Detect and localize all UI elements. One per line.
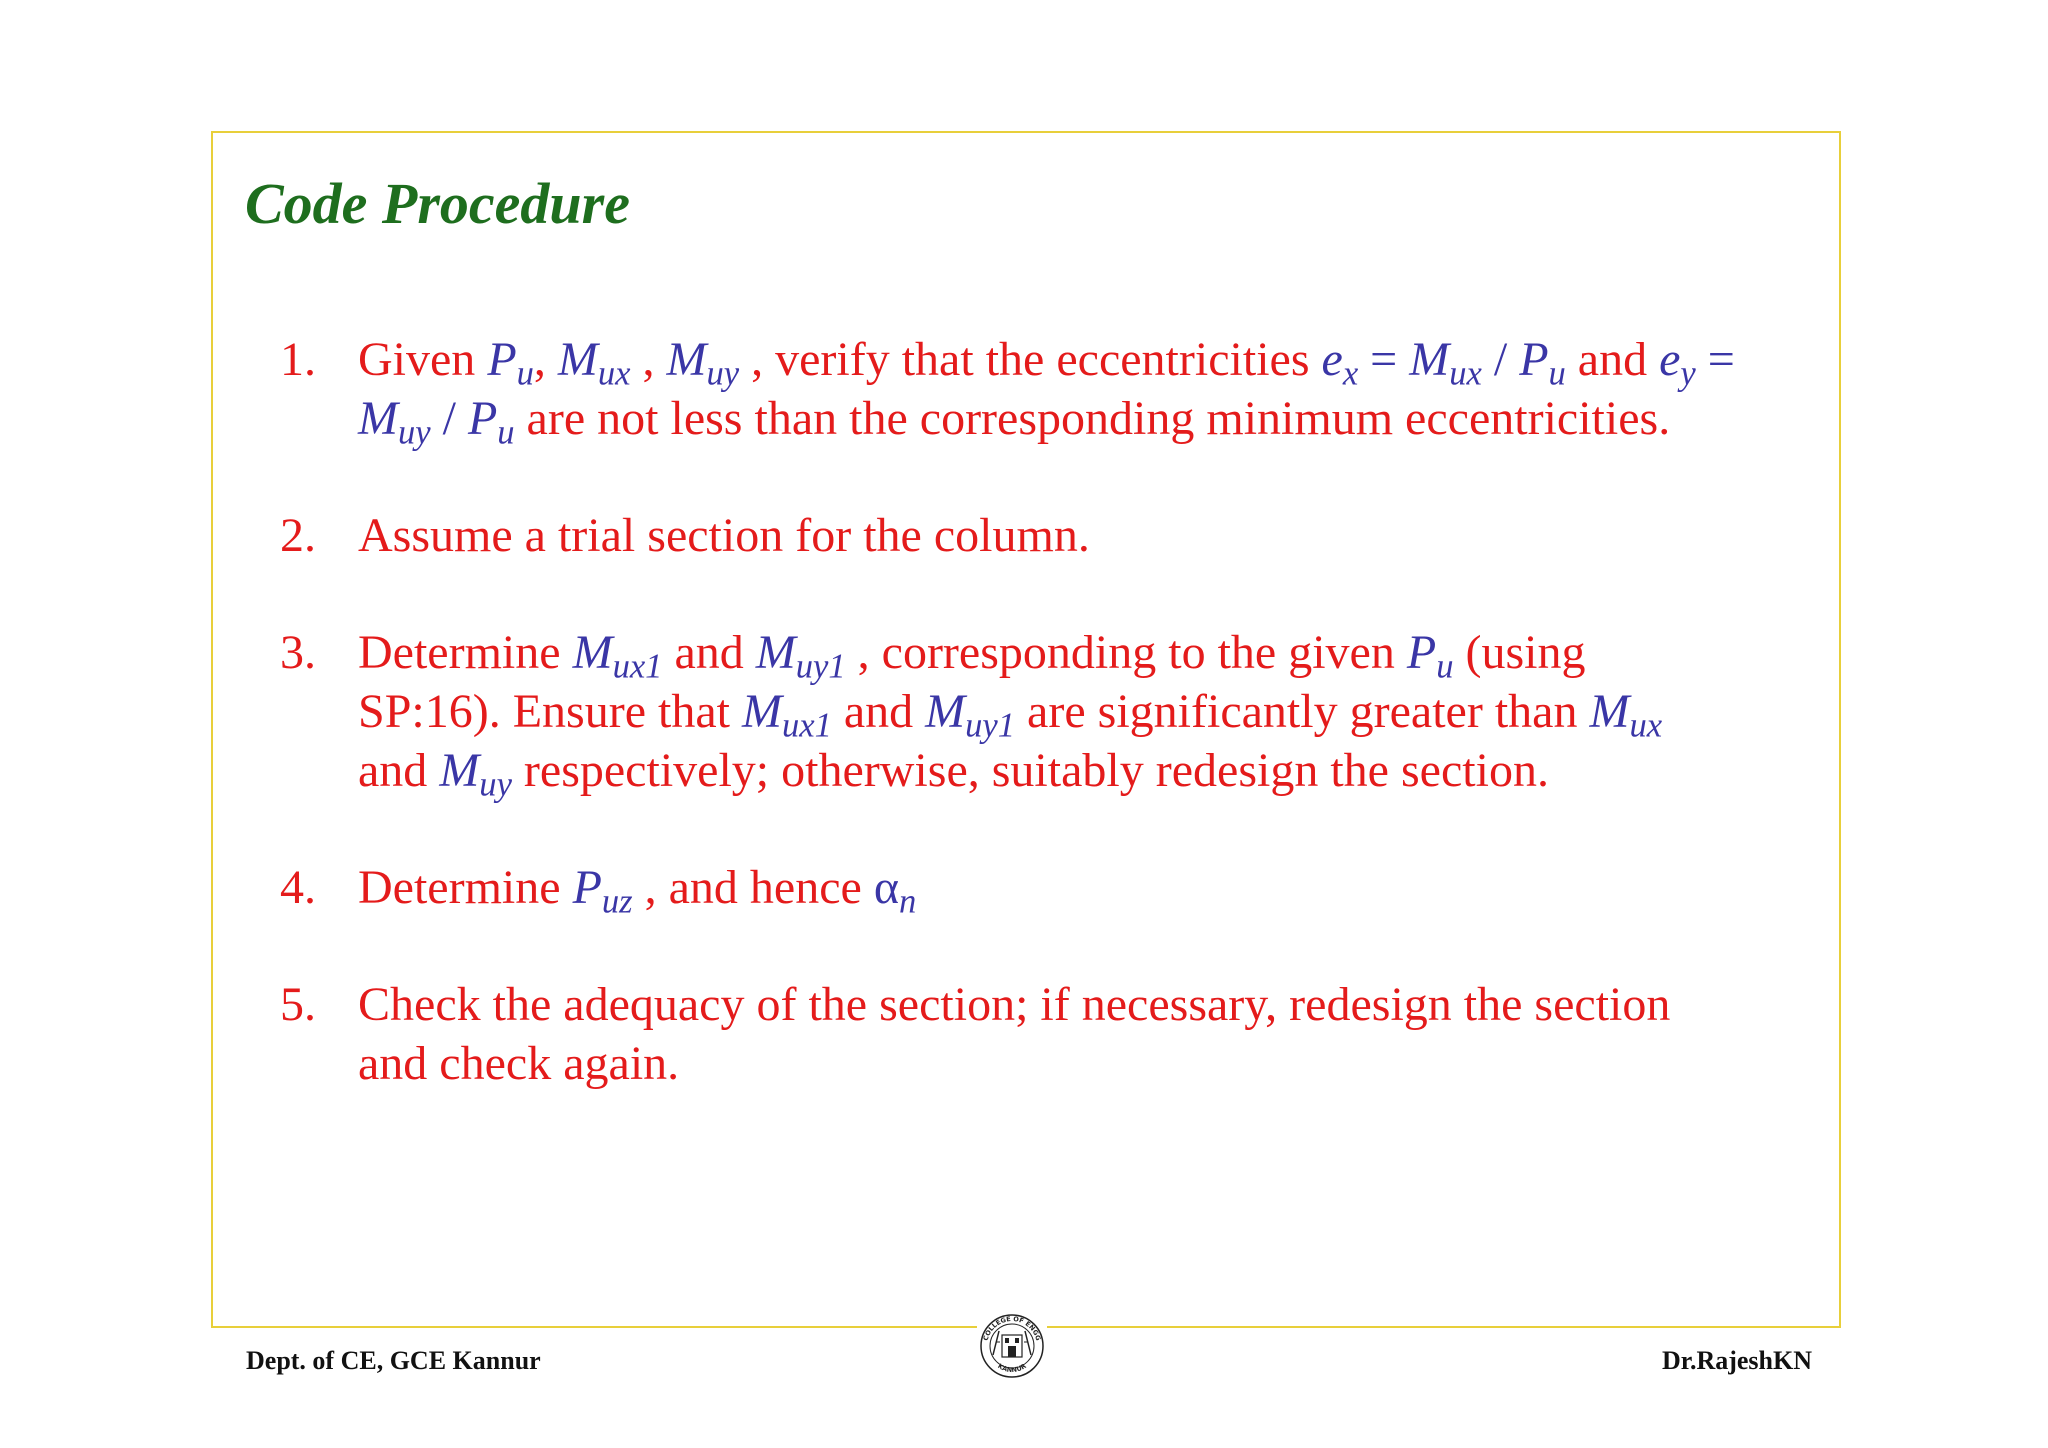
math-symbol: M bbox=[741, 685, 782, 738]
logo-bottom-text: KANNUR bbox=[996, 1361, 1028, 1375]
step-text-run: and bbox=[831, 685, 926, 738]
step-text-run: and bbox=[1565, 333, 1660, 386]
math-variable bbox=[1589, 685, 1663, 745]
math-symbol: M bbox=[557, 333, 598, 386]
math-subscript: uy bbox=[397, 413, 431, 452]
math-subscript: ux bbox=[1449, 354, 1482, 393]
math-variable bbox=[1409, 333, 1482, 393]
step-text bbox=[358, 978, 1670, 1090]
math-symbol: M bbox=[358, 392, 398, 445]
math-subscript: u bbox=[497, 413, 515, 452]
math-symbol: M bbox=[439, 744, 480, 797]
step-text-run: , corresponding to the given bbox=[845, 626, 1407, 679]
step-number: 1. bbox=[280, 333, 316, 386]
step-text-run: , bbox=[630, 333, 667, 386]
math-subscript: uy1 bbox=[795, 647, 846, 686]
step-text-run: , bbox=[533, 333, 558, 386]
math-subscript: ux bbox=[1629, 706, 1663, 745]
math-symbol: P bbox=[1406, 626, 1437, 679]
procedure-step bbox=[280, 858, 1740, 921]
math-symbol: M bbox=[1589, 685, 1630, 738]
math-variable bbox=[487, 333, 534, 393]
math-operator: / bbox=[430, 392, 468, 445]
college-emblem-icon bbox=[977, 1311, 1047, 1381]
math-operator: = bbox=[1695, 333, 1735, 386]
math-subscript: uz bbox=[601, 882, 633, 921]
step-text bbox=[358, 626, 1663, 804]
math-variable bbox=[572, 861, 633, 921]
step-text-run: and bbox=[662, 626, 756, 679]
step-text-run: (using SP:16). Ensure that bbox=[358, 626, 1586, 738]
step-text-run: are significantly greater than bbox=[1015, 685, 1590, 738]
math-symbol: M bbox=[1409, 333, 1450, 386]
math-symbol: P bbox=[572, 861, 602, 914]
svg-text:KANNUR bbox=[996, 1362, 1027, 1374]
math-variable bbox=[439, 744, 512, 804]
math-symbol: α bbox=[873, 861, 899, 914]
step-text-run: Given bbox=[358, 333, 488, 386]
math-operator: / bbox=[1481, 333, 1520, 386]
footer-department: Dept. of CE, GCE Kannur bbox=[246, 1346, 541, 1375]
math-symbol: P bbox=[487, 333, 517, 386]
math-subscript: ux1 bbox=[612, 647, 663, 686]
procedure-list bbox=[280, 330, 1740, 1093]
math-subscript: u bbox=[1436, 647, 1454, 686]
procedure-step bbox=[280, 506, 1740, 565]
math-variable bbox=[1659, 333, 1696, 393]
step-number: 2. bbox=[280, 509, 316, 562]
footer-author: Dr.RajeshKN bbox=[1662, 1346, 1812, 1375]
step-text-run: Assume a trial section for the column. bbox=[358, 509, 1090, 562]
step-text bbox=[358, 509, 1090, 562]
slide-title: Code Procedure bbox=[245, 171, 630, 236]
math-symbol: P bbox=[467, 392, 498, 445]
step-text-run: are not less than the corresponding minimum eccentricities. bbox=[514, 392, 1671, 445]
math-subscript: uy bbox=[706, 354, 740, 393]
math-symbol: e bbox=[1321, 333, 1343, 386]
step-number: 5. bbox=[280, 978, 316, 1031]
math-symbol: e bbox=[1659, 333, 1681, 386]
math-symbol: M bbox=[925, 685, 966, 738]
math-variable bbox=[1519, 333, 1566, 393]
math-subscript: uy bbox=[479, 765, 512, 804]
math-subscript: y bbox=[1680, 354, 1696, 393]
greek-symbol bbox=[873, 861, 917, 921]
math-variable bbox=[358, 392, 431, 452]
math-subscript: n bbox=[899, 882, 917, 921]
procedure-step bbox=[280, 975, 1740, 1093]
math-symbol: M bbox=[666, 333, 707, 386]
step-number: 4. bbox=[280, 861, 316, 914]
math-subscript: x bbox=[1342, 354, 1359, 393]
college-logo-icon bbox=[977, 1311, 1047, 1381]
math-subscript: u bbox=[516, 354, 534, 393]
math-variable bbox=[467, 392, 515, 452]
math-variable bbox=[755, 626, 846, 686]
math-symbol: P bbox=[1519, 333, 1549, 386]
step-number: 3. bbox=[280, 626, 316, 679]
math-symbol: M bbox=[572, 626, 613, 679]
math-variable bbox=[1406, 626, 1454, 686]
step-text-run: , verify that the eccentricities bbox=[739, 333, 1322, 386]
step-text-run: and bbox=[358, 744, 440, 797]
step-text bbox=[358, 333, 1735, 452]
step-text-run: Determine bbox=[358, 626, 573, 679]
math-variable bbox=[557, 333, 631, 393]
math-variable bbox=[572, 626, 663, 686]
math-subscript: uy1 bbox=[965, 706, 1016, 745]
procedure-step bbox=[280, 330, 1740, 452]
step-text-run: respectively; otherwise, suitably redesign the section. bbox=[511, 744, 1549, 797]
math-symbol: M bbox=[755, 626, 796, 679]
math-subscript: ux1 bbox=[781, 706, 832, 745]
step-text bbox=[358, 861, 917, 921]
math-variable bbox=[741, 685, 832, 745]
step-text-run: Check the adequacy of the section; if necessary, redesign the section and check again. bbox=[358, 978, 1671, 1090]
math-variable bbox=[666, 333, 740, 393]
step-text-run: , and hence bbox=[632, 861, 874, 914]
math-variable bbox=[925, 685, 1016, 745]
math-subscript: ux bbox=[597, 354, 631, 393]
math-subscript: u bbox=[1548, 354, 1566, 393]
math-variable bbox=[1321, 333, 1359, 393]
procedure-step bbox=[280, 623, 1740, 804]
logo-top-text: COLLEGE OF ENGG bbox=[981, 1314, 1043, 1342]
step-text-run: Determine bbox=[358, 861, 573, 914]
math-operator: = bbox=[1358, 333, 1410, 386]
